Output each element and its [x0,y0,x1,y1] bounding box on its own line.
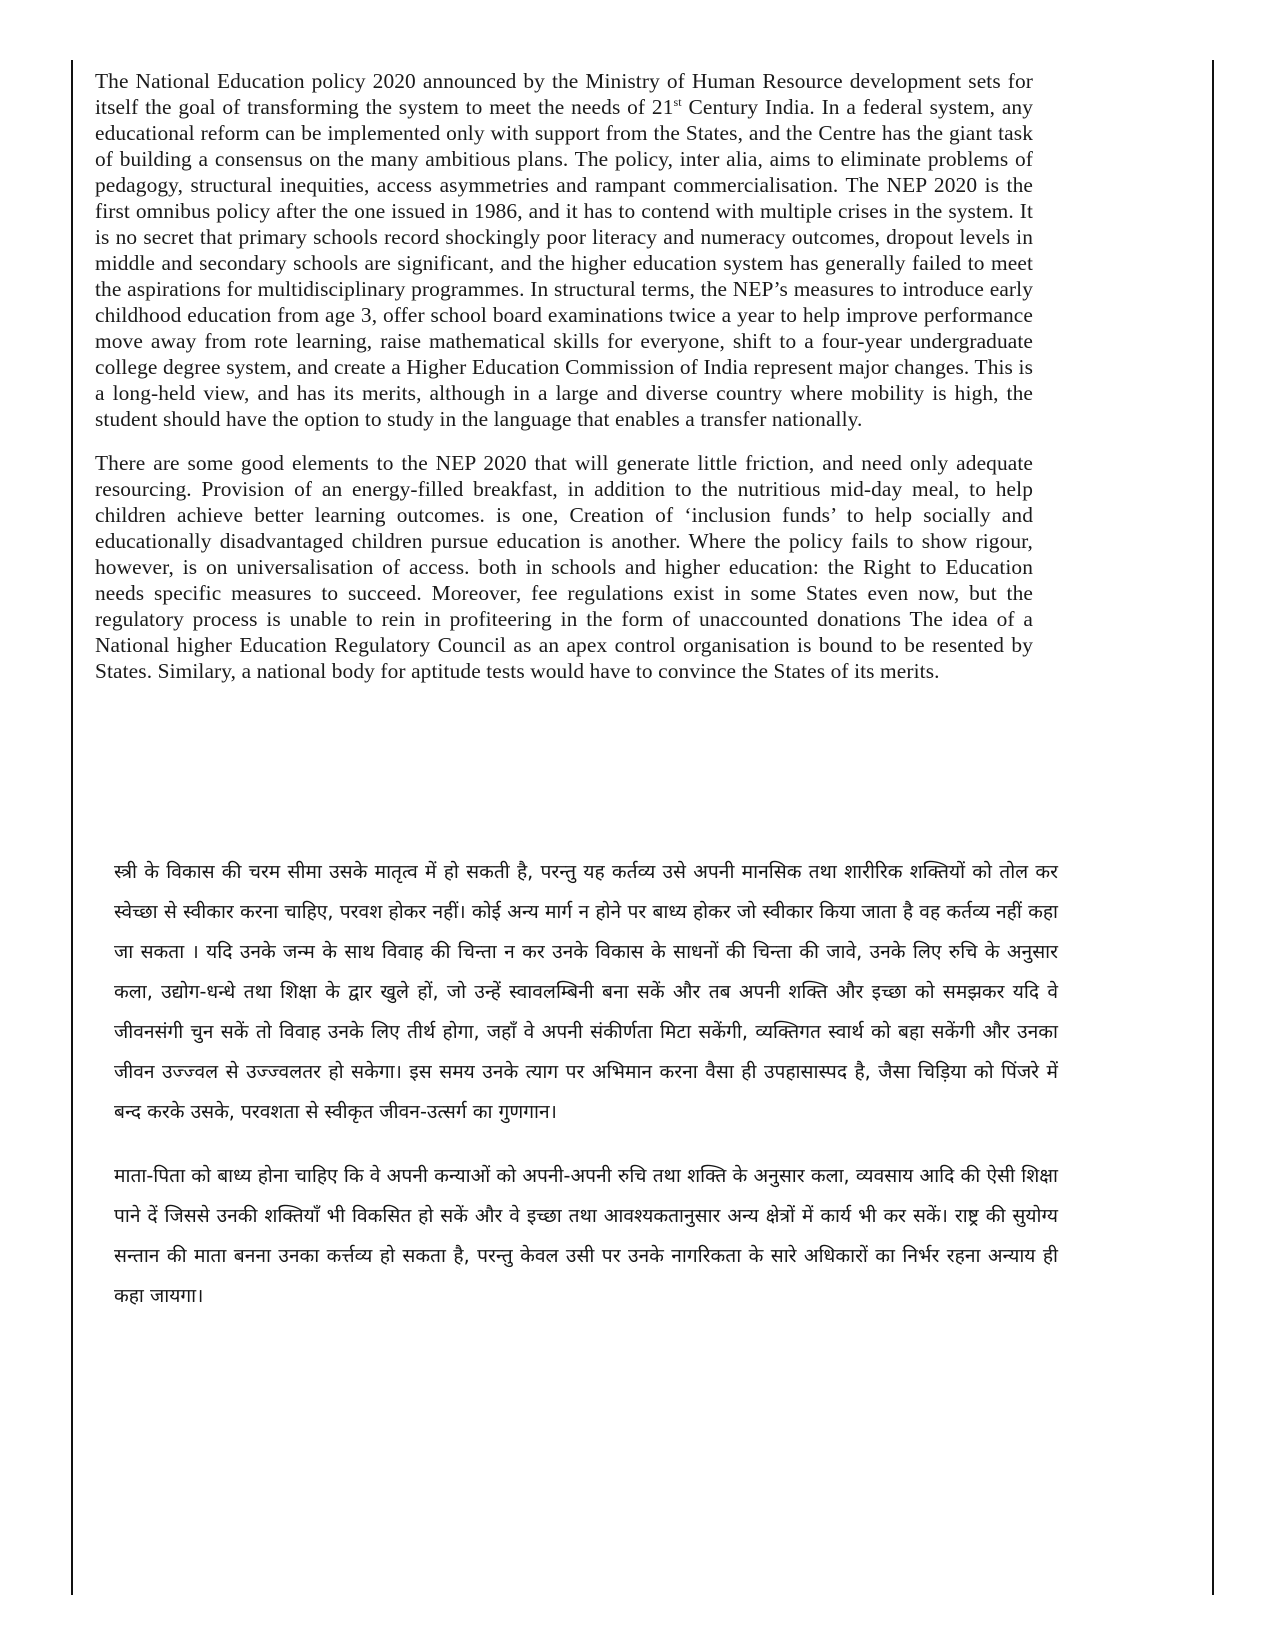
hindi-paragraph-2: माता-पिता को बाध्य होना चाहिए कि वे अपनी कन्याओं को अपनी-अपनी रुचि तथा शक्ति के अनुसार कला, व्यवसाय आदि की ऐसी शिक्षा पाने दें जिससे उनकी शक्तियाँ भी विकसित हो सकें और वे इच्छा तथा आवश्यकतानुसार अन्य क्षेत्रों में कार्य भी कर सकें। राष्ट्र की सुयोग्य सन्तान की माता बनना उनका कर्त्तव्य हो सकता है, परन्तु केवल उसी पर उनके नागरिकता के सारे अधिकारों का निर्भर रहना अन्याय ही कहा जायगा। [114,1164,1058,1307]
left-margin-rule [71,60,73,1595]
superscript-st: st [673,94,682,109]
paragraph-text: The National Education policy 2020 announced by the Ministry of Human Resource development sets for itself the goal of transforming the system to meet the needs of 21 [95,69,1033,119]
english-paragraph-2: There are some good elements to the NEP 2020 that will generate little friction, and need only adequate resourcing. Provision of an energy-filled breakfast, in addition to the nutritious mid-day meal, to help children achieve better learning outcomes. is one, Creation of ‘inclusion funds’ to help socially and educationally disadvantaged children pursue education is another. Where the policy fails to show rigour, however, is on universalisation of access. both in schools and higher education: the Right to Education needs specific measures to succeed. Moreover, fee regulations exist in some States even now, but the regulatory process is unable to rein in profiteering in the form of unaccounted donations The idea of a National higher Education Regulatory Council as an apex control organisation is bound to be resented by States. Similary, a national body for aptitude tests would have to convince the States of its merits. [95,451,1033,683]
paragraph-text: Century India. In a federal system, any educational reform can be implemented only with support from the States, and the Centre has the giant task of building a consensus on the many ambitious plans. The policy, inter alia, aims to eliminate problems of pedagogy, structural inequities, access asymmetries and rampant commercialisation. The NEP 2020 is the first omnibus policy after the one issued in 1986, and it has to contend with multiple crises in the system. It is no secret that primary schools record shockingly poor literacy and numeracy outcomes, dropout levels in middle and secondary schools are significant, and the higher education system has generally failed to meet the aspirations for multidisciplinary programmes. In structural terms, the NEP’s measures to introduce early childhood education from age 3, offer school board examinations twice a year to help improve performance move away from rote learning, raise mathematical skills for everyone, shift to a four-year undergraduate college degree system, and create a Higher Education Commission of India represent major changes. This is a long-held view, and has its merits, although in a large and diverse country where mobility is high, the student should have the option to study in the language that enables a transfer nationally. [95,95,1034,431]
right-margin-rule [1212,60,1214,1595]
english-passage [95,68,1033,702]
english-paragraph-1 [95,68,1033,432]
hindi-passage [114,852,1058,1340]
hindi-paragraph-1: स्त्री के विकास की चरम सीमा उसके मातृत्व में हो सकती है, परन्तु यह कर्तव्य उसे अपनी मानसिक तथा शारीरिक शक्तियों को तोल कर स्वेच्छा से स्वीकार करना चाहिए, परवश होकर नहीं। कोई अन्य मार्ग न होने पर बाध्य होकर जो स्वीकार किया जाता है वह कर्तव्य नहीं कहा जा सकता । यदि उनके जन्म के साथ विवाह की चिन्ता न कर उनके विकास के साधनों की चिन्ता की जावे, उनके लिए रुचि के अनुसार कला, उद्योग-धन्धे तथा शिक्षा के द्वार खुले हों, जो उन्हें स्वावलम्बिनी बना सकें और तब अपनी शक्ति और इच्छा को समझकर यदि वे जीवनसंगी चुन सकें तो विवाह उनके लिए तीर्थ होगा, जहाँ वे अपनी संकीर्णता मिटा सकेंगी, व्यक्तिगत स्वार्थ को बहा सकेंगी और उनका जीवन उज्ज्वल से उज्ज्वलतर हो सकेगा। इस समय उनके त्याग पर अभिमान करना वैसा ही उपहासास्पद है, जैसा चिड़िया को पिंजरे में बन्द करके उसके, परवशता से स्वीकृत जीवन-उत्सर्ग का गुणगान। [114,860,1058,1123]
